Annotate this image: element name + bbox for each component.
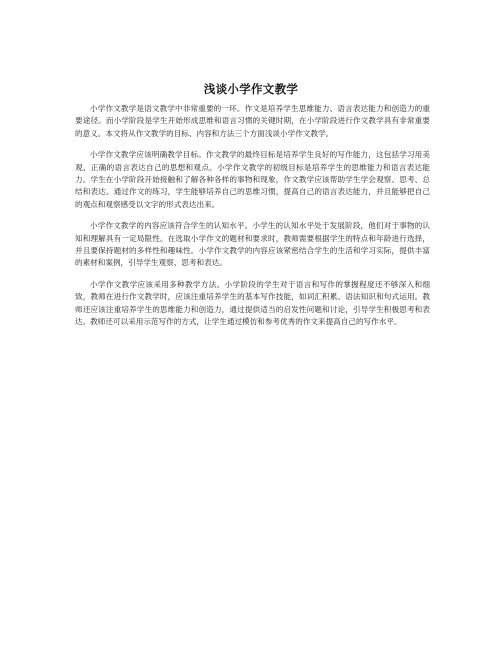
paragraph-intro: 小学作文教学是语文教学中非常重要的一环。作文是培养学生思维能力、语言表达能力和创造力的重要途径。而小学阶段是学生开始形成思维和语言习惯的关键时期，在小学阶段进行作文教学具有非常重要的意义。本文将从作文教学的目标、内容和方法三个方面浅谈小学作文教学。 <box>75 104 430 138</box>
document-title: 浅谈小学作文教学 <box>203 82 299 96</box>
paragraph-goals: 小学作文教学应该明确教学目标。作文教学的最终目标是培养学生良好的写作能力，这包括学习用美观、正确的语言表达自己的思想和观点。小学作文教学的初级目标是培养学生的思维能力和语言表达能力。学生在小学阶段开始接触和了解各种各样的事物和现象，作文教学应该帮助学生学会观察、思考、总结和表达。通过作文的练习，学生能够培养自己的思维习惯，提高自己的语言表达能力，并且能够把自己的观点和观察感受以文字的形式表达出来。 <box>75 150 430 209</box>
document-body <box>75 103 430 338</box>
paragraph-methods: 小学作文教学应该采用多种教学方法。小学阶段的学生对于语言和写作的掌握程度还不够深入和细致，教师在进行作文教学时，应该注重培养学生的基本写作技能，如词汇积累、语法知识和句式运用。教师还应该注重培养学生的思维能力和创造力，通过提供适当的启发性问题和讨论，引导学生积极思考和表达。教师还可以采用示范写作的方式，让学生通过模仿和参考优秀的作文来提高自己的写作水平。 <box>75 279 430 327</box>
paragraph-content: 小学作文教学的内容应该符合学生的认知水平。小学生的认知水平处于发展阶段，他们对于事物的认知和理解具有一定局限性。在选取小学作文的题材和要求时，教师需要根据学生的特点和年龄进行选择，并且要保持题材的多样性和趣味性。小学作文教学的内容应该紧密结合学生的生活和学习实际，提供丰富的素材和案例，引导学生观察、思考和表达。 <box>75 221 430 268</box>
